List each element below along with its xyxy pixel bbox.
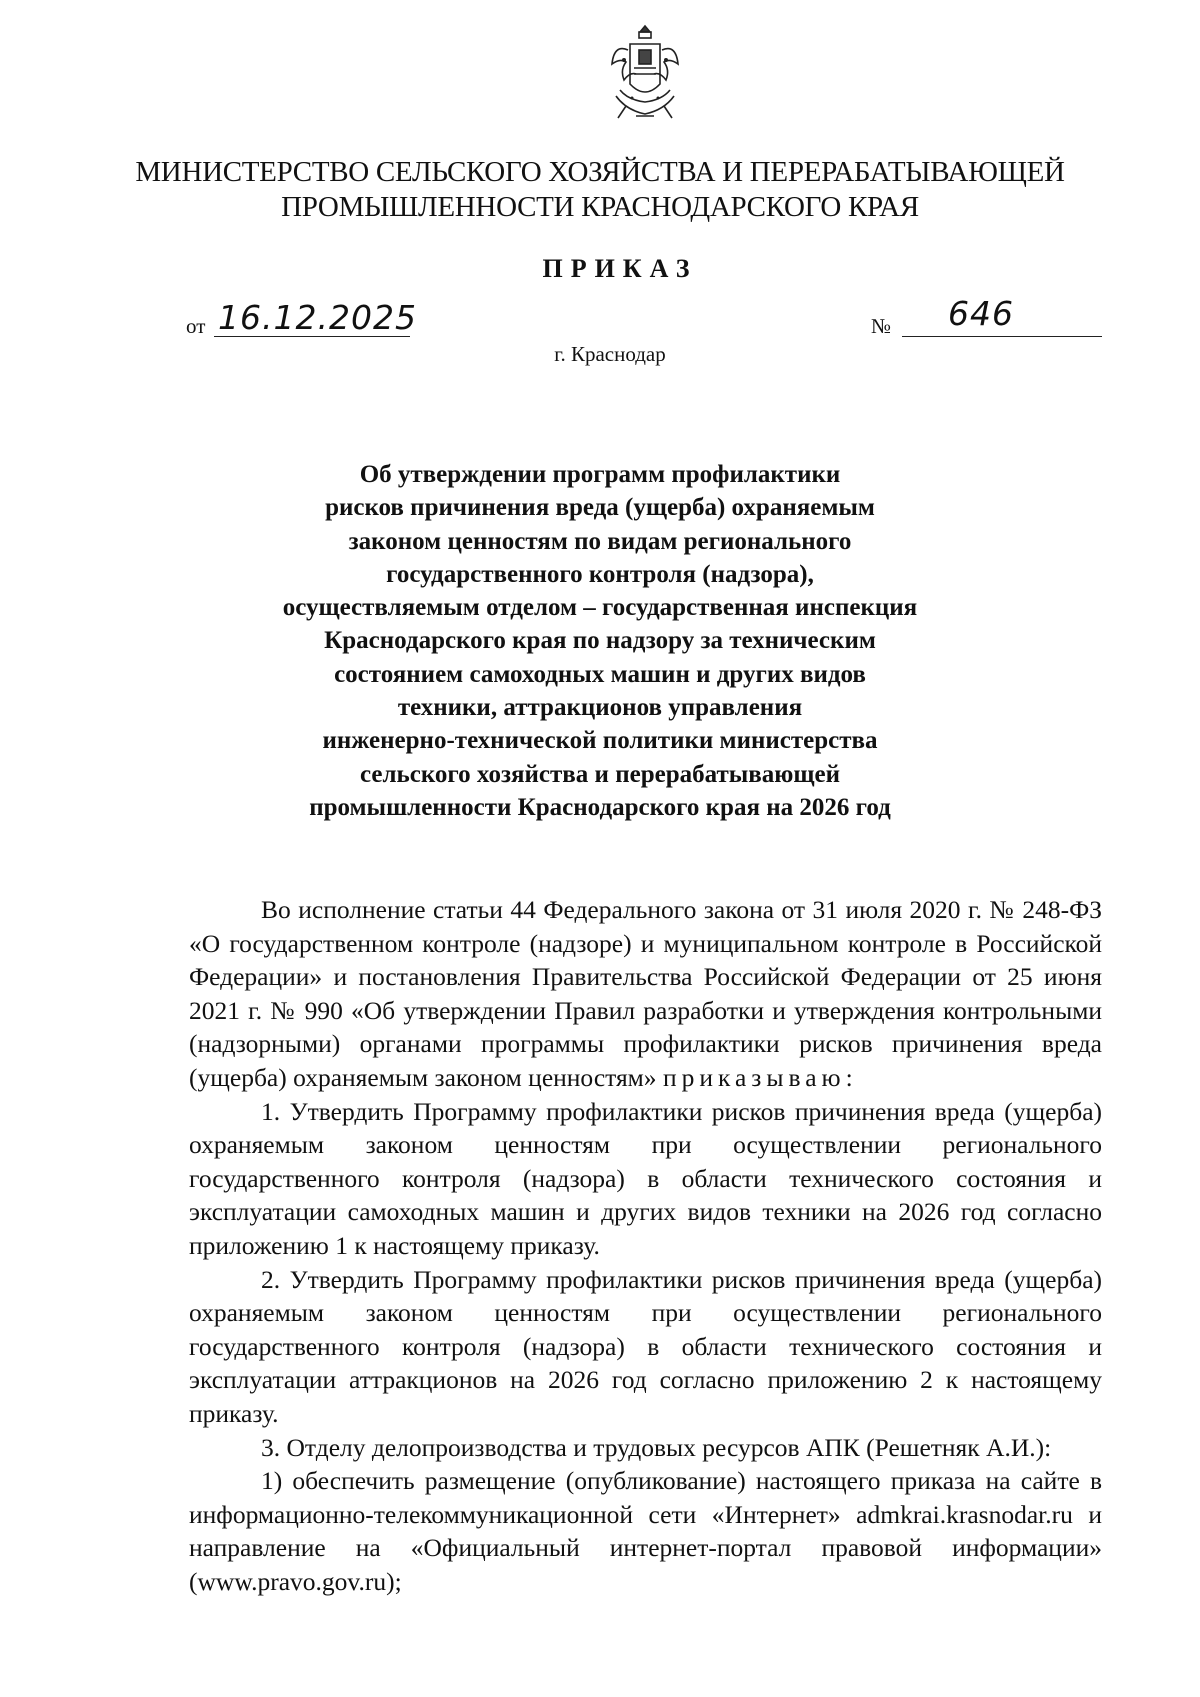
handwritten-date: 16.12.2025	[218, 298, 417, 337]
subject-line: состоянием самоходных машин и других видов	[334, 660, 866, 688]
item-2: 2. Утвердить Программу профилактики рисков причинения вреда (ущерба) охраняемым законом ценностям при осуществлении регионального государственного контроля (надзора) в области технического состояния и эксплуатации аттракционов на 2026 год согласно приложению 2 к настоящему приказу.	[189, 1264, 1102, 1428]
subject-line: Краснодарского края по надзору за техническим	[324, 627, 876, 655]
subject-line: Об утверждении программ профилактики	[359, 461, 841, 488]
subject-line: рисков причинения вреда (ущерба) охраняемым	[325, 494, 875, 522]
preamble-text: Во исполнение статьи 44 Федерального закона от 31 июля 2020 г. № 248-ФЗ «О государственном контроле (надзоре) и муниципальном контроле в Российской Федерации» и постановления Правительства Российской Федерации от 25 июня 2021 г. № 990 «Об утверждении Правил разработки и утверждения контрольными (надзорными) органами программы профилактики рисков причинения вреда (ущерба) охраняемым законом ценностям»	[189, 895, 1102, 1092]
subject-line: осуществляемым отделом – государственная инспекция	[282, 594, 918, 622]
item-1: 1. Утвердить Программу профилактики рисков причинения вреда (ущерба) охраняемым законом ценностям при осуществлении регионального государственного контроля (надзора) в области технического состояния и эксплуатации самоходных машин и других видов техники на 2026 год согласно приложению 1 к настоящему приказу.	[189, 1096, 1102, 1260]
subject-line: промышленности Краснодарского края на 2026 год	[309, 793, 891, 821]
item-3: 3. Отделу делопроизводства и трудовых ресурсов АПК (Решетняк А.И.):	[261, 1432, 1052, 1462]
subject-line: инженерно-технической политики министерства	[322, 727, 878, 755]
subject-line: государственного контроля (надзора),	[386, 560, 814, 588]
subject-line: законом ценностям по видам регионального	[348, 527, 852, 555]
subject-line: сельского хозяйства и перерабатывающей	[360, 760, 840, 788]
coat-of-arms-icon	[606, 20, 684, 126]
date-label: от	[186, 314, 206, 338]
order-word: приказываю:	[662, 1062, 858, 1092]
handwritten-number: 646	[948, 294, 1014, 333]
number-underline	[902, 336, 1102, 337]
item-3-1: 1) обеспечить размещение (опубликование) настоящего приказа на сайте в информационно-телекоммуникационной сети «Интернет» admkrai.krasnodar.ru и направление на «Официальный интернет-портал правовой информации» (www.pravo.gov.ru);	[189, 1466, 1102, 1596]
ministry-name-line1: МИНИСТЕРСТВО СЕЛЬСКОГО ХОЗЯЙСТВА И ПЕРЕРАБАТЫВАЮЩЕЙ	[135, 156, 1065, 188]
ministry-name-line2: ПРОМЫШЛЕННОСТИ КРАСНОДАРСКОГО КРАЯ	[281, 191, 919, 223]
order-body	[189, 893, 1102, 1598]
preamble-paragraph	[189, 893, 1102, 1095]
order-subject	[0, 458, 1200, 824]
city: г. Краснодар	[554, 342, 666, 366]
number-label: №	[871, 314, 892, 338]
subject-line: техники, аттракционов управления	[397, 694, 803, 722]
document-type-title: ПРИКАЗ	[542, 254, 698, 283]
